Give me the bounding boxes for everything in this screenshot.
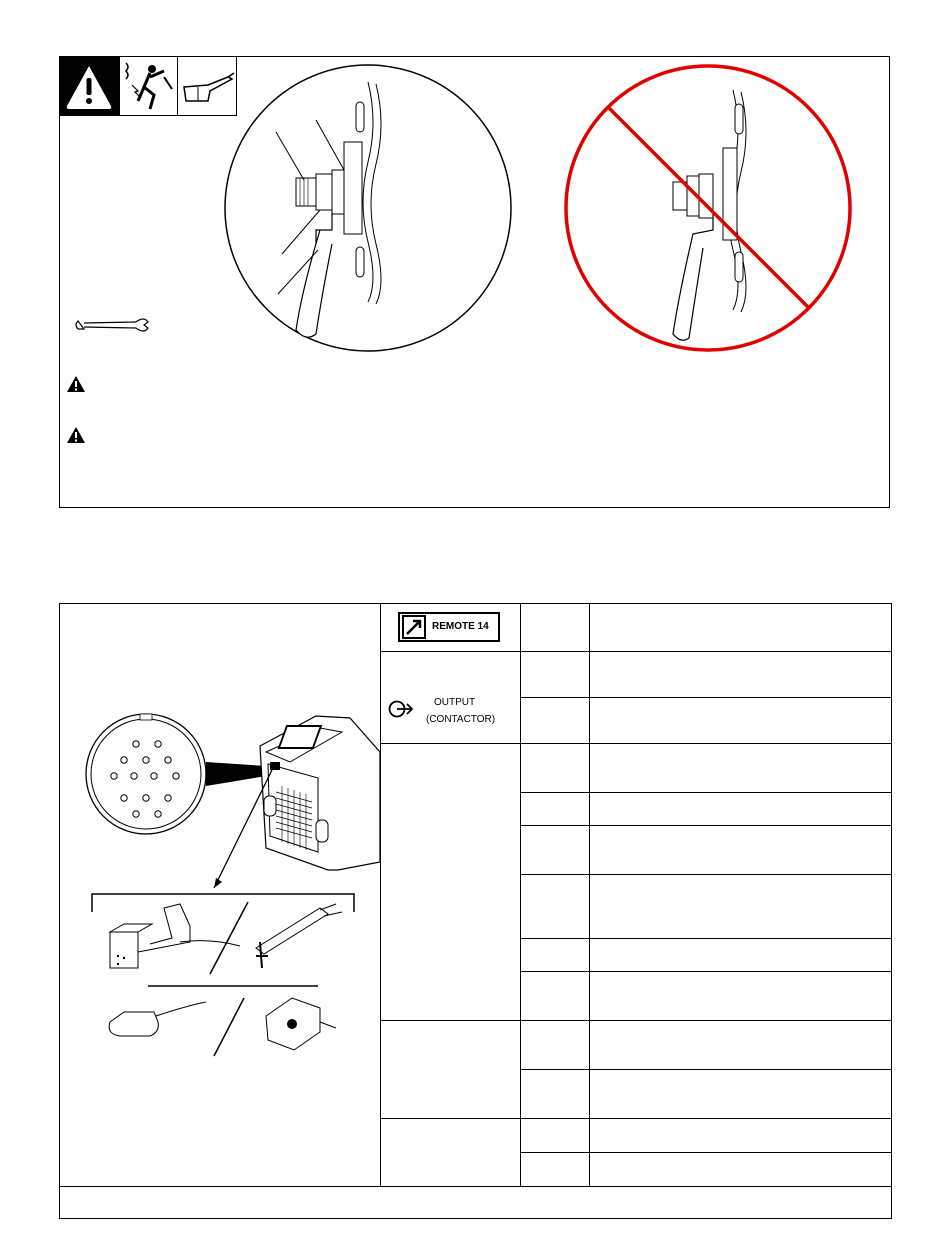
warning-triangle-icon <box>66 375 86 393</box>
correct-stud-connection-illustration <box>220 62 520 362</box>
remote-14-receptacle-illustration <box>80 712 380 1072</box>
output-contactor-icon <box>388 698 414 720</box>
output-label: OUTPUT <box>434 697 476 708</box>
electric-shock-icon <box>120 57 179 117</box>
wrench-icon <box>74 315 154 335</box>
incorrect-stud-connection-illustration <box>563 62 863 362</box>
contactor-label: (CONTACTOR) <box>426 714 496 725</box>
warning-triangle-icon <box>66 426 86 444</box>
remote-14-label <box>398 612 500 642</box>
remote-14-text: REMOTE 14 <box>432 621 489 632</box>
shock-icon-box <box>119 56 178 116</box>
remote-arrow-icon <box>402 615 426 639</box>
hazard-icon-box <box>59 56 119 116</box>
warning-triangle-icon <box>59 56 119 116</box>
